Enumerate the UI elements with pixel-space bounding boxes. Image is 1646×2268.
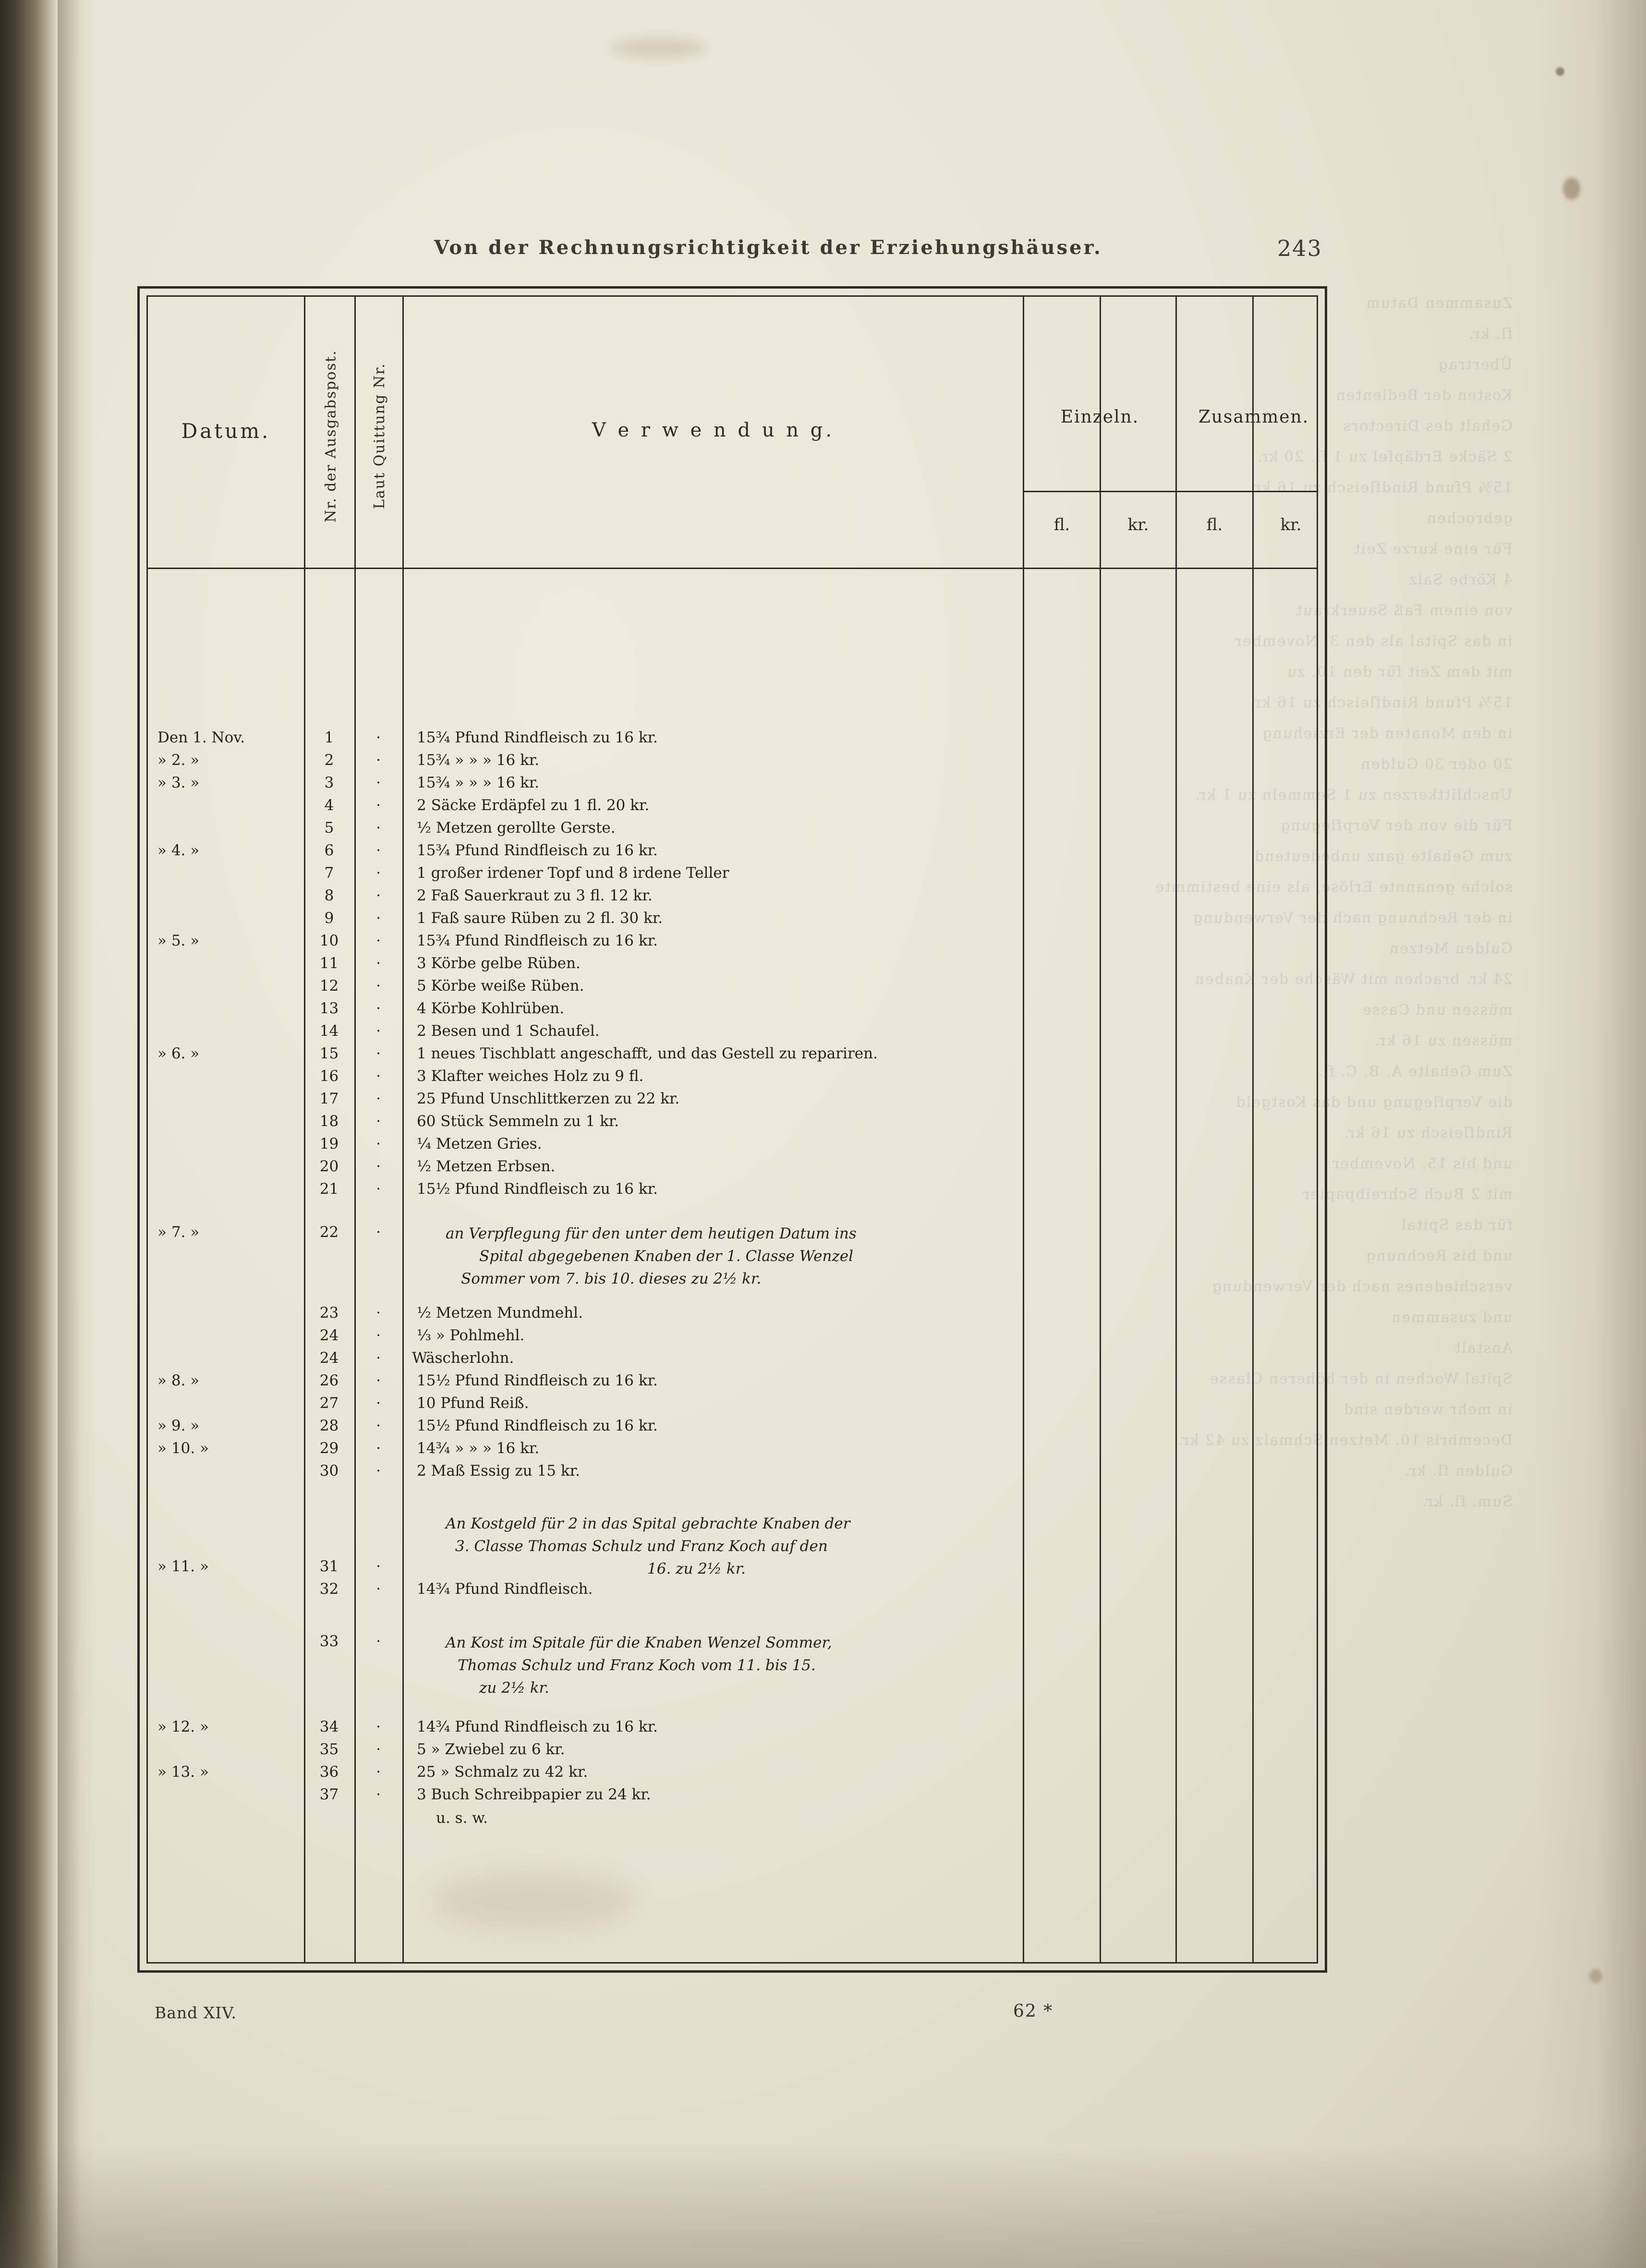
table-row: 4 Körbe Kohlrüben. (417, 1000, 565, 1017)
table-row: » 7. » (157, 1224, 200, 1241)
table-row: 16 (319, 1067, 339, 1085)
table-row: » 13. » (157, 1763, 209, 1781)
page-edge-bottom (0, 2143, 1646, 2268)
table-row: 4 (324, 797, 334, 814)
table-row: · (376, 1022, 381, 1040)
header-rule (1023, 491, 1317, 492)
table-row: ¼ Metzen Gries. (417, 1135, 542, 1152)
table-row: · (376, 1718, 381, 1735)
column-rule (1252, 297, 1254, 1962)
paper-blot (610, 38, 706, 58)
table-row: 34 (319, 1718, 339, 1735)
table-row: 1 (324, 729, 334, 746)
block-kostgeld-line3: 16. zu 2½ kr. (647, 1560, 746, 1577)
table-row: 7 (324, 864, 334, 882)
table-row: · (376, 1304, 381, 1322)
table-row: 15 (319, 1045, 339, 1062)
table-row: 5 Körbe weiße Rüben. (417, 977, 584, 995)
page-number: 243 (1277, 235, 1322, 261)
table-row: 5 » Zwiebel zu 6 kr. (417, 1741, 565, 1758)
table-row: · (376, 752, 381, 769)
header-verwendung: V e r w e n d u n g. (592, 419, 835, 441)
header-datum: Datum. (181, 419, 271, 443)
table-row: 3 Buch Schreibpapier zu 24 kr. (417, 1786, 651, 1803)
table-row: 10 Pfund Reiß. (417, 1395, 529, 1412)
block-kost-spital-line2: Thomas Schulz und Franz Koch vom 11. bis 15. (458, 1657, 816, 1674)
table-row: Den 1. Nov. (157, 729, 245, 746)
table-row: » 6. » (157, 1045, 200, 1062)
table-row: · (376, 1372, 381, 1389)
table-row: · (376, 819, 381, 837)
table-row: 10 (319, 932, 339, 949)
column-rule (1175, 297, 1177, 1962)
header-zusammen: Zusammen. (1198, 407, 1309, 427)
table-row: · (376, 1113, 381, 1130)
table-row: 11 (319, 955, 339, 972)
table-row: 6 (324, 842, 334, 859)
table-row: · (376, 1558, 381, 1575)
table-row: 5 (324, 819, 334, 837)
running-head: Von der Rechnungsrichtigkeit der Erziehungshäuser. (434, 236, 1102, 259)
table-row: 1 großer irdener Topf und 8 irdene Teller (417, 864, 729, 882)
table-row: 15¾ Pfund Rindfleisch zu 16 kr. (417, 842, 658, 859)
table-row: 19 (319, 1135, 339, 1152)
table-row: 13 (319, 1000, 339, 1017)
table-row: 15¾ » » » 16 kr. (417, 774, 540, 791)
table-row: · (376, 1786, 381, 1803)
block-kostgeld-line2: 3. Classe Thomas Schulz und Franz Koch auf den (455, 1538, 828, 1555)
block-verpflegung-line1: an Verpflegung für den unter dem heutigen Datum ins (446, 1225, 857, 1242)
table-row: · (376, 1462, 381, 1480)
table-row: · (376, 1067, 381, 1085)
table-row: 37 (319, 1786, 339, 1803)
table-row: 32 (319, 1580, 339, 1598)
table-row: 60 Stück Semmeln zu 1 kr. (417, 1113, 619, 1130)
table-row: · (376, 864, 381, 882)
table-row: · (376, 1349, 381, 1367)
header-zusammen-kr: kr. (1280, 515, 1302, 534)
table-etc: u. s. w. (436, 1809, 488, 1827)
table-row: · (376, 1090, 381, 1107)
header-einzeln-fl: fl. (1053, 515, 1070, 534)
table-row: 15½ Pfund Rindfleisch zu 16 kr. (417, 1417, 658, 1434)
table-row: » 8. » (157, 1372, 200, 1389)
block-verpflegung-line2: Spital abgegebenen Knaben der 1. Classe Wenzel (479, 1248, 854, 1265)
table-row: · (376, 1633, 381, 1650)
table-row: 28 (319, 1417, 339, 1434)
table-row: 26 (319, 1372, 339, 1389)
block-kost-spital-line1: An Kost im Spitale für die Knaben Wenzel Sommer, (446, 1634, 832, 1651)
table-row: · (376, 1135, 381, 1152)
table-row: 3 (324, 774, 334, 791)
table-row: 27 (319, 1395, 339, 1412)
table-row: · (376, 1180, 381, 1198)
table-row: 21 (319, 1180, 339, 1198)
table-row: · (376, 977, 381, 995)
table-row: · (376, 1158, 381, 1175)
table-row: 9 (324, 910, 334, 927)
table-row: 1 Faß saure Rüben zu 2 fl. 30 kr. (417, 910, 663, 927)
table-row: ½ Metzen gerollte Gerste. (417, 819, 616, 837)
block-verpflegung-line3: Sommer vom 7. bis 10. dieses zu 2½ kr. (461, 1270, 762, 1287)
header-zusammen-fl: fl. (1206, 515, 1223, 534)
table-row: · (376, 1417, 381, 1434)
table-row: 15¾ Pfund Rindfleisch zu 16 kr. (417, 932, 658, 949)
table-row: · (376, 1395, 381, 1412)
table-row: 31 (319, 1558, 339, 1575)
table-row: 25 » Schmalz zu 42 kr. (417, 1763, 588, 1781)
table-row: 20 (319, 1158, 339, 1175)
table-row: · (376, 910, 381, 927)
table-row: 2 Besen und 1 Schaufel. (417, 1022, 600, 1040)
table-row: 18 (319, 1113, 339, 1130)
table-row: 25 Pfund Unschlittkerzen zu 22 kr. (417, 1090, 680, 1107)
table-row: 3 Körbe gelbe Rüben. (417, 955, 581, 972)
table-row: Wäscherlohn. (412, 1349, 514, 1367)
header-laut-quittung: Laut Quittung Nr. (371, 363, 388, 509)
table-row: » 3. » (157, 774, 200, 791)
table-row: 14¾ » » » 16 kr. (417, 1440, 540, 1457)
header-nr-ausgabspost: Nr. der Ausgabspost. (322, 350, 339, 522)
column-rule (402, 297, 404, 1962)
table-row: 30 (319, 1462, 339, 1480)
table-row: 12 (319, 977, 339, 995)
table-row: » 9. » (157, 1417, 200, 1434)
table-row: » 12. » (157, 1718, 209, 1735)
table-row: 15½ Pfund Rindfleisch zu 16 kr. (417, 1372, 658, 1389)
table-row: · (376, 842, 381, 859)
binding-gutter (0, 0, 58, 2268)
ledger-table-inner (146, 295, 1318, 1964)
table-row: · (376, 729, 381, 746)
ledger-table (137, 286, 1327, 1973)
header-einzeln-kr: kr. (1127, 515, 1149, 534)
table-row: · (376, 797, 381, 814)
table-row: · (376, 1440, 381, 1457)
table-row: · (376, 887, 381, 904)
table-row: 15¾ Pfund Rindfleisch zu 16 kr. (417, 729, 658, 746)
table-row: 2 Maß Essig zu 15 kr. (417, 1462, 580, 1480)
footer-signature: 62 * (1013, 2001, 1053, 2021)
table-row: 15¾ » » » 16 kr. (417, 752, 540, 769)
table-row: 35 (319, 1741, 339, 1758)
gutter-shadow (58, 0, 96, 2268)
column-rule (1100, 297, 1101, 1962)
table-row: » 10. » (157, 1440, 209, 1457)
bleed-through-text: Zusammen Datum fl. kr. Übertrag Kosten der Bedienten Gehalt des Directors 2 Säcke Erdäpfel zu 1 fl. 20 kr. 15¾ Pfund Rindfleisch zu 16 kr. gebrochen Für eine kurze Zeit 4 Körbe Salz von einem Faß Sauerkraut in das Spital als den 3. November mit dem Zeit für den 10. zu 15¾ Pfund Rindfleisch zu 16 kr. in den Monaten der Erziehung 20 oder 30 Gulden Unschlittkerzen zu 1 Semmeln zu 1 kr. Für die von der Verpflegung zum Gehalte ganz unbedeutend solche genannte Erlöse, als eine bestimmte in der Rechnung nach der Verwendung Gulden Metzen 24 kr. brachen mit Wäsche der Knaben müssen und Casse müssen zu 16 kr. Zum Gehalte A. B. C. fl. die Verpflegung und das Kostgeld Rindfleisch zu 16 kr. und bis 15. November mit 2 Buch Schreibpapier für das Spital und bis Rechnung verschiedenes nach der Verwendung und zusammen Anstalt Spital Wochen in der höheren Classe in mehr werden sind Decembris 10. Metzen Schmalz zu 42 kr. Gulden fl. kr. Sum. fl. kr. (1154, 295, 1513, 1510)
table-row: 3 Klafter weiches Holz zu 9 fl. (417, 1067, 644, 1085)
table-row: · (376, 932, 381, 949)
table-row: 15½ Pfund Rindfleisch zu 16 kr. (417, 1180, 658, 1198)
table-row: ⅓ » Pohlmehl. (417, 1327, 525, 1344)
table-row: ½ Metzen Erbsen. (417, 1158, 556, 1175)
table-row: · (376, 1580, 381, 1598)
table-row: 14¾ Pfund Rindfleisch. (417, 1580, 593, 1598)
block-kost-spital-line3: zu 2½ kr. (479, 1679, 549, 1697)
table-row: 24 (319, 1327, 339, 1344)
table-row: 24 (319, 1349, 339, 1367)
table-row: ½ Metzen Mundmehl. (417, 1304, 583, 1322)
table-row: 2 Säcke Erdäpfel zu 1 fl. 20 kr. (417, 797, 650, 814)
table-row: » 2. » (157, 752, 200, 769)
table-row: » 5. » (157, 932, 200, 949)
table-row: 8 (324, 887, 334, 904)
table-row: · (376, 1000, 381, 1017)
table-row: 14 (319, 1022, 339, 1040)
table-row: 17 (319, 1090, 339, 1107)
table-row: · (376, 1045, 381, 1062)
table-row: 23 (319, 1304, 339, 1322)
table-row: 1 neues Tischblatt angeschafft, und das Gestell zu repariren. (417, 1045, 878, 1062)
table-row: · (376, 1224, 381, 1241)
table-row: 2 Faß Sauerkraut zu 3 fl. 12 kr. (417, 887, 653, 904)
table-row: 29 (319, 1440, 339, 1457)
table-row: 33 (319, 1633, 339, 1650)
column-rule (1023, 297, 1024, 1962)
table-row: » 4. » (157, 842, 200, 859)
footer-volume: Band XIV. (155, 2003, 237, 2022)
table-row: · (376, 774, 381, 791)
table-row: 36 (319, 1763, 339, 1781)
page-edge-right (1536, 0, 1646, 2268)
table-row: · (376, 1763, 381, 1781)
table-row: · (376, 955, 381, 972)
block-kostgeld-line1: An Kostgeld für 2 in das Spital gebrachte Knaben der (446, 1515, 850, 1532)
header-einzeln: Einzeln. (1060, 407, 1139, 427)
table-row: 14¾ Pfund Rindfleisch zu 16 kr. (417, 1718, 658, 1735)
table-row: · (376, 1741, 381, 1758)
table-row: » 11. » (157, 1558, 209, 1575)
header-bottom-rule (148, 568, 1317, 569)
table-row: 2 (324, 752, 334, 769)
table-row: 22 (319, 1224, 339, 1241)
table-row: · (376, 1327, 381, 1344)
